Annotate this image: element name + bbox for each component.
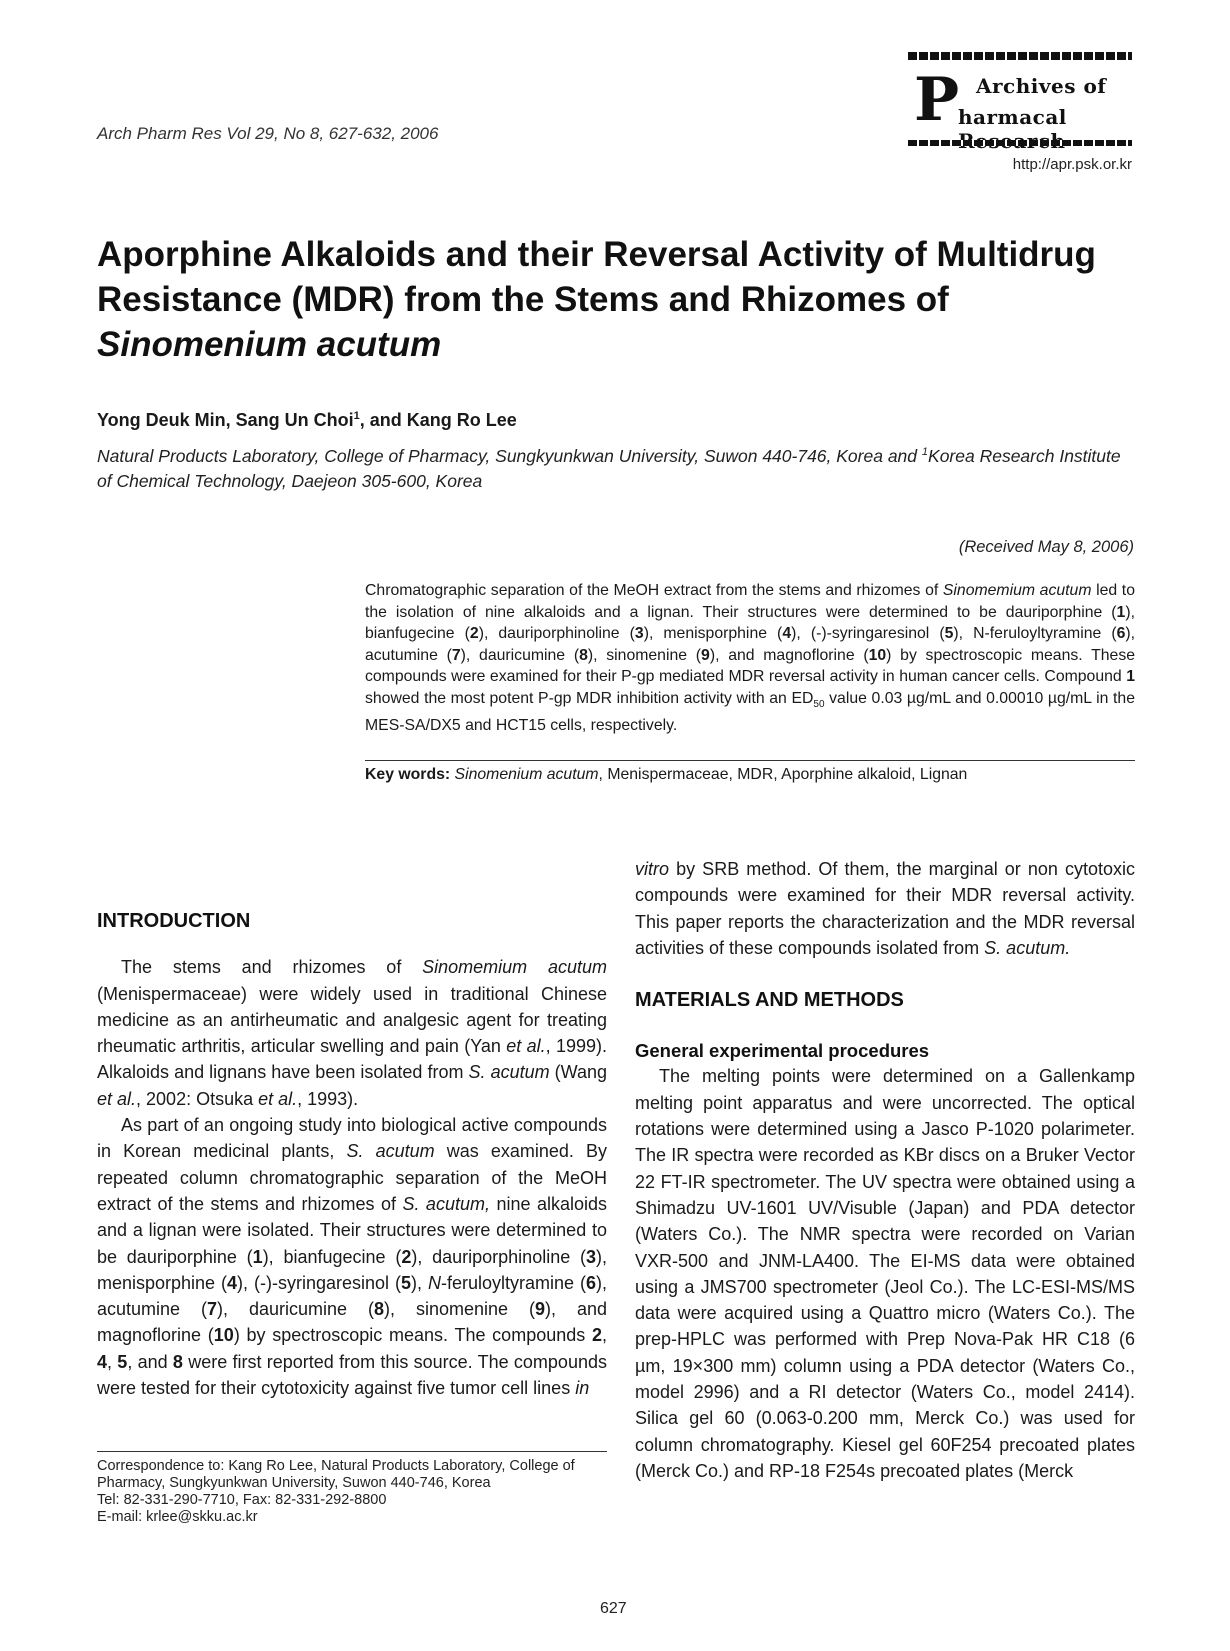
authors-part-1: Yong Deuk Min, Sang Un Choi	[97, 410, 354, 430]
intro-continuation: vitro by SRB method. Of them, the marginal or non cytotoxic compounds were examined for their MDR reversal activity. This paper reports the characterization and the MDR reversal activities of these compounds isolated from S. acutum.	[635, 859, 1135, 958]
title-main: Aporphine Alkaloids and their Reversal Activity of Multidrug Resistance (MDR) from the Stems and Rhizomes of	[97, 235, 1096, 319]
introduction-heading: INTRODUCTION	[97, 910, 251, 932]
paper-title	[97, 232, 1107, 367]
keywords	[365, 766, 967, 784]
journal-url[interactable]: http://apr.psk.or.kr	[1012, 156, 1132, 173]
footnote-line-3: E-mail: krlee@skku.ac.kr	[97, 1509, 258, 1525]
author-list	[97, 410, 517, 431]
title-species: Sinomenium acutum	[97, 325, 442, 364]
abstract: Chromatographic separation of the MeOH extract from the stems and rhizomes of Sinomemium acutum led to the isolation of nine alkaloids and a lignan. Their structures were determined to be dauriporphine (1), bianfugecine (2), dauriporphinoline (3), menisporphine (4), (-)-syringaresinol (5), N-feruloyltyramine (6), acutumine (7), dauricumine (8), sinomenine (9), and magnoflorine (10) by spectroscopic means. These compounds were examined for their P-gp mediated MDR reversal activity in human cancer cells. Compound 1 showed the most potent P-gp MDR inhibition activity with an $ED_{50}$ value 0.03 µg/mL and 0.00010 µg/mL in the MES-SA/DX5 and HCT15 cells, respectively.	[365, 582, 1136, 735]
affiliation-part-1: Natural Products Laboratory, College of Pharmacy, Sungkyunkwan University, Suwon 440-746, Korea and	[97, 445, 922, 466]
affiliation-mark: 1	[921, 446, 929, 458]
logo-top-bar	[908, 52, 1132, 60]
correspondence-footnote	[97, 1458, 607, 1526]
logo-line-1: Archives of	[976, 74, 1107, 98]
intro-paragraph-2: As part of an ongoing study into biological active compounds in Korean medicinal plants, S. acutum was examined. By repeated column chromatographic separation of the MeOH extract of the stems and rhizomes of S. acutum, nine alkaloids and a lignan were isolated. Their structures were determined to be dauriporphine (1), bianfugecine (2), dauriporphinoline (3), menisporphine (4), (-)-syringaresinol (5), N-feruloyltyramine (6), acutumine (7), dauricumine (8), sinomenine (9), and magnoflorine (10) by spectroscopic means. The compounds 2, 4, 5, and 8 were first reported from this source. The compounds were tested for their cytotoxicity against five tumor cell lines in	[97, 1115, 608, 1399]
affiliation	[97, 440, 1137, 494]
footnote-divider	[97, 1451, 607, 1452]
methods-heading: MATERIALS AND METHODS	[635, 989, 904, 1012]
general-procedures-heading: General experimental procedures	[635, 1040, 930, 1062]
keywords-label: Key words:	[365, 766, 451, 783]
affiliation-part-2: Korea Research Institute of Chemical Technology, Daejeon 305-600, Korea	[97, 445, 1121, 491]
logo-bottom-bar	[908, 140, 1132, 146]
authors-part-2: , and Kang Ro Lee	[359, 410, 517, 430]
journal-logo	[908, 48, 1132, 160]
intro-paragraph-1: The stems and rhizomes of Sinomemium acutum (Menispermaceae) were widely used in traditional Chinese medicine as an antirheumatic and analgesic agent for treating rheumatic arthritis, articular swelling and pain (Yan et al., 1999). Alkaloids and lignans have been isolated from S. acutum (Wang et al., 2002: Otsuka et al., 1993).	[97, 957, 608, 1109]
left-column	[97, 908, 607, 1401]
author-affil-mark: 1	[353, 410, 360, 422]
right-column	[635, 856, 1135, 1484]
page-number: 627	[600, 1600, 627, 1617]
logo-letter: P	[914, 65, 960, 135]
keywords-rest: , Menispermaceae, MDR, Aporphine alkaloid, Lignan	[598, 766, 968, 783]
footnote-line-1: Correspondence to: Kang Ro Lee, Natural Products Laboratory, College of Pharmacy, Sungkyunkwan University, Suwon 440-746, Korea	[97, 1458, 575, 1491]
abstract-divider	[365, 760, 1135, 761]
general-procedures-paragraph: The melting points were determined on a Gallenkamp melting point apparatus and were uncorrected. The optical rotations were determined using a Jasco P-1020 polarimeter. The IR spectra were recorded as KBr discs on a Bruker Vector 22 FT-IR spectrometer. The UV spectra were obtained using a Shimadzu UV-1601 UV/Visuble (Japan) and PDA detector (Waters Co.). The NMR spectra were recorded on Varian VXR-500 and JNM-LA400. The EI-MS data were obtained using a JMS700 spectrometer (Jeol Co.). The LC-ESI-MS/MS data were acquired using a Quattro micro (Waters Co.). The prep-HPLC was performed with Prep Nova-Pak HR C18 (6 µm, 19×300 mm) column using a PDA detector (Waters Co., model 2996) and a RI detector (Waters Co., model 2414). Silica gel 60 (0.063-0.200 mm, Merck Co.) was used for column chromatography. Kiesel gel 60F254 precoated plates (Merck Co.) and RP-18 F254s precoated plates (Merck	[635, 1066, 1135, 1481]
received-date: (Received May 8, 2006)	[958, 538, 1134, 556]
footnote-line-2: Tel: 82-331-290-7710, Fax: 82-331-292-8800	[97, 1492, 387, 1508]
journal-reference: Arch Pharm Res Vol 29, No 8, 627-632, 2006	[97, 124, 439, 143]
keywords-species: Sinomenium acutum	[454, 766, 599, 783]
logo-line-2: harmacal	[958, 105, 1067, 129]
